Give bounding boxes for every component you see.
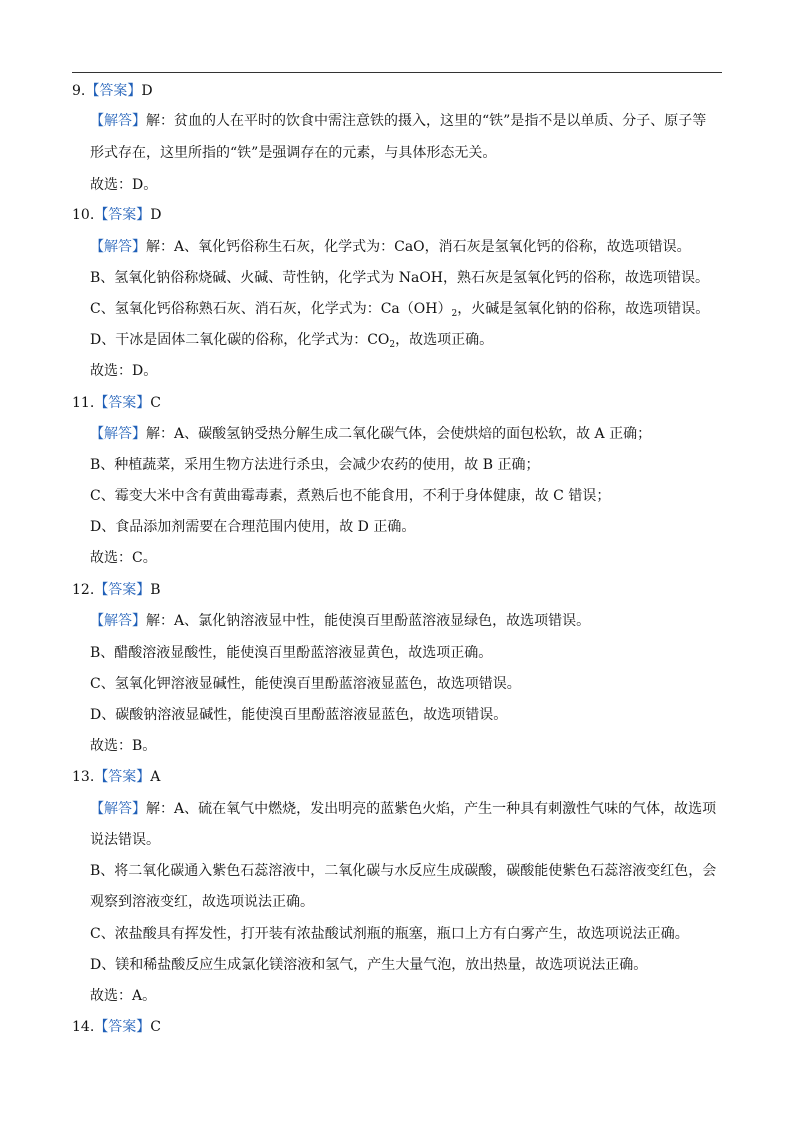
answer-line-q10: [72, 205, 162, 225]
conclusion-q10: 故选：D。: [90, 363, 158, 379]
answer-line-q9: [72, 81, 153, 101]
answer-tag: 【答案】: [94, 582, 151, 598]
conclusion-q9: 故选：D。: [90, 177, 158, 193]
analysis-q13-c: C、浓盐酸具有挥发性，打开装有浓盐酸试剂瓶的瓶塞，瓶口上方有白雾产生，故选项说法正确。: [90, 926, 689, 942]
conclusion-q13: 故选：A。: [90, 988, 157, 1004]
analysis-q12-a: [90, 611, 590, 631]
text: C、氢氧化钙俗称熟石灰、消石灰，化学式为：Ca（OH）: [90, 301, 452, 317]
analysis-tag: 【解答】: [90, 801, 146, 817]
conclusion-q11: 故选：C。: [90, 550, 157, 566]
answer-line-q11: [72, 393, 161, 413]
analysis-q10-b: B、氢氧化钠俗称烧碱、火碱、苛性钠，化学式为 NaOH，熟石灰是氢氧化钙的俗称，故选项错误。: [90, 270, 710, 286]
text: ，故选项正确。: [395, 332, 494, 348]
text: ，火碱是氢氧化钠的俗称，故选项错误。: [457, 301, 710, 317]
question-number: 13.: [72, 769, 95, 785]
answer-line-q12: [72, 580, 161, 600]
analysis-tag: 【解答】: [90, 426, 146, 442]
analysis-q9-line1: [90, 111, 706, 131]
question-number: 12.: [72, 582, 95, 598]
analysis-tag: 【解答】: [90, 239, 146, 255]
analysis-q11-c: C、霉变大米中含有黄曲霉毒素，煮熟后也不能食用，不利于身体健康，故 C 错误；: [90, 488, 611, 504]
analysis-q11-d: D、食品添加剂需要在合理范围内使用，故 D 正确。: [90, 519, 416, 535]
answer-tag: 【答案】: [94, 395, 151, 411]
analysis-text: 解：A、氯化钠溶液显中性，能使溴百里酚蓝溶液显绿色，故选项错误。: [146, 613, 591, 629]
answer-tag: 【答案】: [94, 1019, 151, 1035]
analysis-q10-d: [90, 330, 493, 350]
analysis-q12-c: C、氢氧化钾溶液显碱性，能使溴百里酚蓝溶液显蓝色，故选项错误。: [90, 676, 521, 692]
question-number: 10.: [72, 207, 95, 223]
analysis-q13-a1: [90, 799, 716, 819]
analysis-q11-a: [90, 424, 651, 444]
answer-tag: 【答案】: [85, 83, 142, 99]
header-rule: [72, 72, 722, 73]
answer-value: D: [150, 207, 162, 223]
analysis-q12-d: D、碳酸钠溶液显碱性，能使溴百里酚蓝溶液显蓝色，故选项错误。: [90, 707, 508, 723]
question-number: 11.: [72, 395, 95, 411]
analysis-q13-d: D、镁和稀盐酸反应生成氯化镁溶液和氢气，产生大量气泡，放出热量，故选项说法正确。: [90, 957, 648, 973]
analysis-text: 解：A、碳酸氢钠受热分解生成二氧化碳气体，会使烘焙的面包松软，故 A 正确；: [146, 426, 652, 442]
answer-line-q14: [72, 1017, 161, 1037]
answer-value: C: [150, 395, 161, 411]
conclusion-q12: 故选：B。: [90, 738, 157, 754]
question-number: 14.: [72, 1019, 95, 1035]
answer-value: B: [150, 582, 161, 598]
analysis-q11-b: B、种植蔬菜，采用生物方法进行杀虫，会减少农药的使用，故 B 正确；: [90, 457, 540, 473]
analysis-q13-a2: 说法错误。: [90, 832, 160, 848]
answer-line-q13: [72, 767, 160, 787]
answer-tag: 【答案】: [94, 769, 151, 785]
analysis-q10-a: [90, 237, 691, 257]
text: D、干冰是固体二氧化碳的俗称，化学式为：CO: [90, 332, 390, 348]
analysis-q10-c: [90, 299, 709, 319]
subscript: 2: [451, 309, 458, 319]
analysis-q9-line2: 形式存在，这里所指的“铁”是强调存在的元素，与具体形态无关。: [90, 145, 497, 161]
analysis-text: 解：A、氧化钙俗称生石灰，化学式为：CaO，消石灰是氢氧化钙的俗称，故选项错误。: [146, 239, 691, 255]
subscript: 2: [389, 340, 396, 350]
answer-value: C: [150, 1019, 161, 1035]
answer-value: A: [150, 769, 161, 785]
answer-value: D: [141, 83, 153, 99]
analysis-text: 解：A、硫在氧气中燃烧，发出明亮的蓝紫色火焰，产生一种具有刺激性气味的气体，故选项: [146, 801, 717, 817]
analysis-q12-b: B、醋酸溶液显酸性，能使溴百里酚蓝溶液显黄色，故选项正确。: [90, 645, 493, 661]
analysis-tag: 【解答】: [90, 613, 146, 629]
analysis-q13-b1: B、将二氧化碳通入紫色石蕊溶液中，二氧化碳与水反应生成碳酸，碳酸能使紫色石蕊溶液变红色，会: [90, 863, 717, 879]
analysis-text: 解：贫血的人在平时的饮食中需注意铁的摄入，这里的“铁”是指不是以单质、分子、原子等: [146, 113, 707, 129]
analysis-q13-b2: 观察到溶液变红，故选项说法正确。: [90, 894, 314, 910]
analysis-tag: 【解答】: [90, 113, 146, 129]
question-number: 9.: [72, 83, 86, 99]
answer-tag: 【答案】: [94, 207, 151, 223]
